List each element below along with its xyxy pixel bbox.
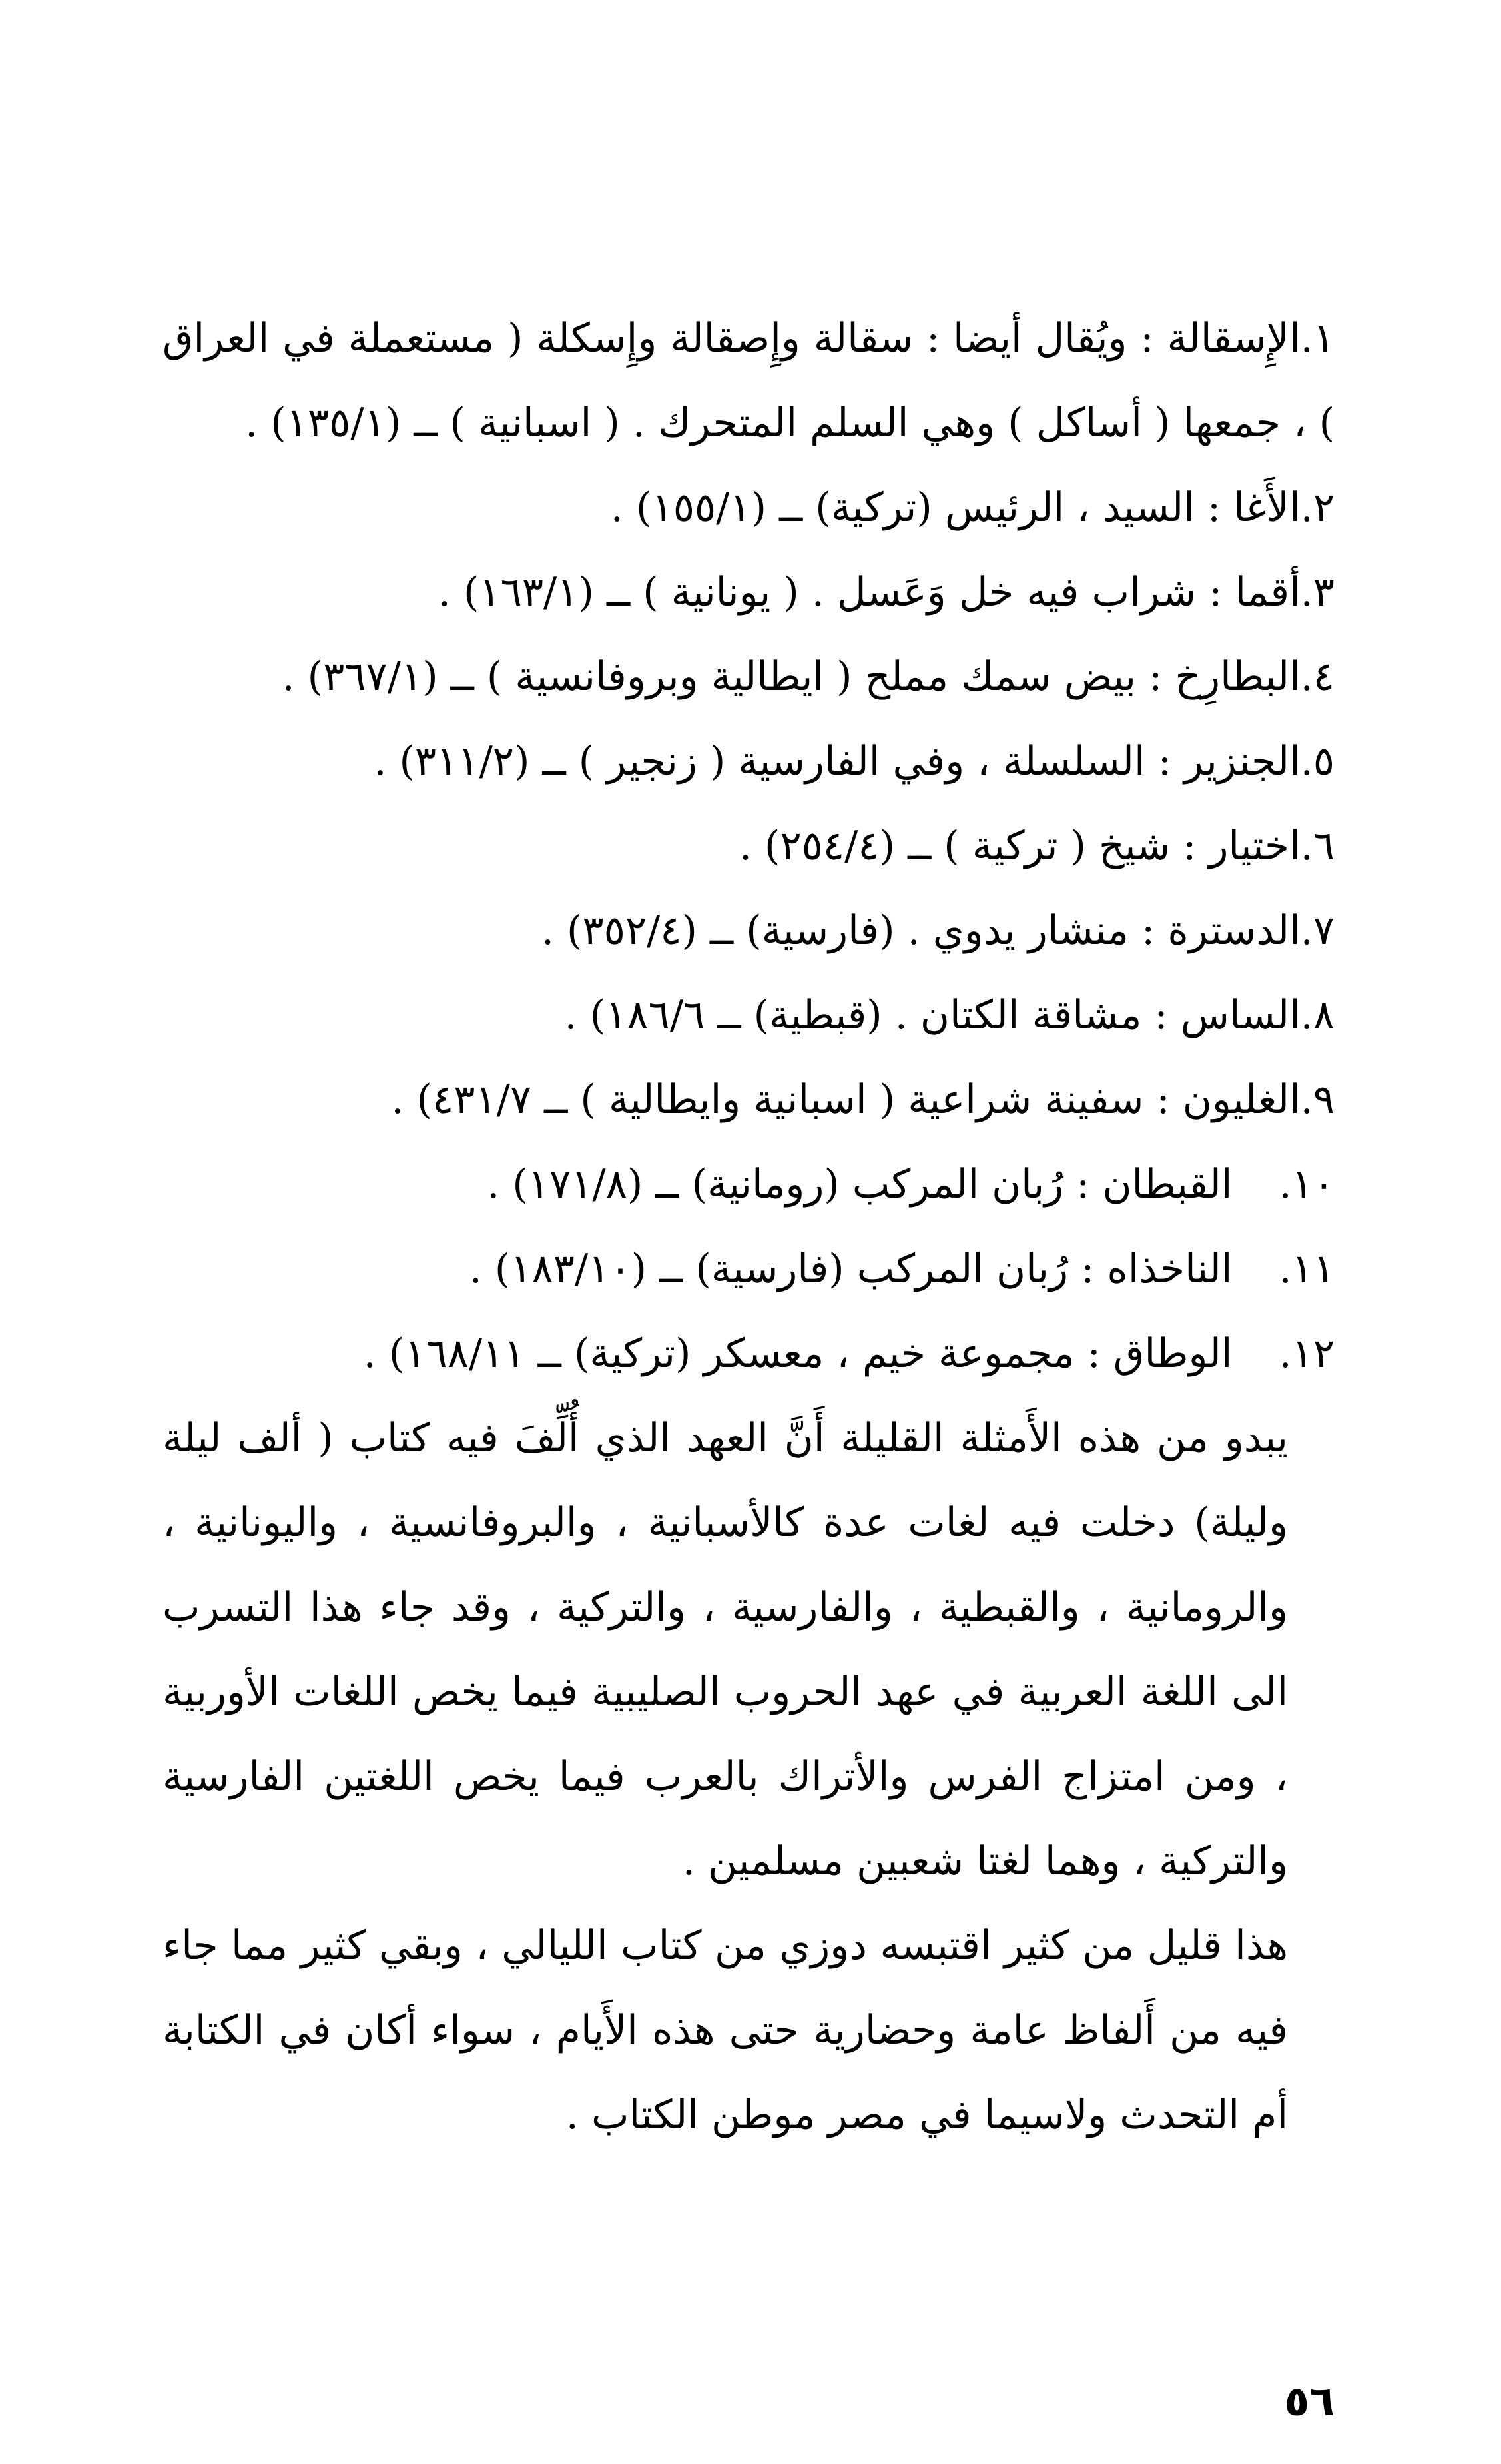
list-item-number: ٣.	[1300, 569, 1335, 616]
list-item-text: الناخذاه : رُبان المركب (فارسية) ــ (١٨٣/١٠) .	[469, 1246, 1233, 1292]
list-item-number: ٦.	[1300, 823, 1335, 869]
list-item-number: ١٠.	[1279, 1161, 1335, 1208]
list-item-text: القبطان : رُبان المركب (رومانية) ــ (١٧١/٨) .	[487, 1161, 1233, 1208]
list-item-number: ١.	[1300, 315, 1335, 362]
list-item	[162, 550, 1335, 635]
list-item-text: البطارِخ : بيض سمك مملح ( ايطالية وبروفانسية ) ــ (٣٦٧/١) .	[282, 653, 1301, 700]
list-item-text: الأَغا : السيد ، الرئيس (تركية) ــ (١٥٥/١) .	[610, 484, 1301, 531]
list-item-number: ٤.	[1300, 653, 1335, 700]
list-item	[162, 466, 1335, 550]
list-item-text: الوطاق : مجموعة خيم ، معسكر (تركية) ــ ١٦٨/١١) .	[363, 1330, 1233, 1377]
list-item	[162, 1227, 1335, 1312]
list-item-text: الجنزير : السلسلة ، وفي الفارسية ( زنجير ) ــ (٣١١/٢) .	[374, 738, 1301, 785]
list-item-text: الغليون : سفينة شراعية ( اسبانية وايطالية ) ــ ٤٣١/٧) .	[391, 1076, 1301, 1123]
body-paragraph: هذا قليل من كثير اقتبسه دوزي من كتاب الليالي ، وبقي كثير مما جاء فيه من أَلفاظ عامة وحضارية حتى هذه الأَيام ، سواء أكان في الكتابة أم التحدث ولاسيما في مصر موطن الكتاب .	[162, 1922, 1288, 2138]
list-item	[162, 635, 1335, 719]
text-block	[162, 296, 1335, 2158]
list-item	[162, 1142, 1335, 1227]
list-item-text: الساس : مشاقة الكتان . (قبطية) ــ ١٨٦/٦) .	[564, 992, 1301, 1038]
list-item-text: الدسترة : منشار يدوي . (فارسية) ــ (٣٥٢/٤) .	[541, 907, 1301, 954]
list-item-number: ١١.	[1279, 1246, 1335, 1292]
list-item-number: ٧.	[1300, 907, 1335, 954]
list-item	[162, 719, 1335, 804]
list-item-text: اختيار : شيخ ( تركية ) ــ (٢٥٤/٤) .	[739, 823, 1301, 869]
list-item-text: أقما : شراب فيه خل وَعَسل . ( يونانية ) ــ (١٦٣/١) .	[438, 569, 1301, 616]
list-item	[162, 804, 1335, 889]
list-item	[162, 973, 1335, 1058]
body-paragraph: يبدو من هذه الأَمثلة القليلة أَنَّ العهد الذي أُلِّفَ فيه كتاب ( ألف ليلة وليلة) دخلت فيه لغات عدة كالأسبانية ، والبروفانسية ، واليونانية ، والرومانية ، والقبطية ، والفارسية ، والتركية ، وقد جاء هذا التسرب الى اللغة العربية في عهد الحروب الصليبية فيما يخص اللغات الأوربية ، ومن امتزاج الفرس والأتراك بالعرب فيما يخص اللغتين الفارسية والتركية ، وهما لغتا شعبين مسلمين .	[162, 1415, 1288, 1884]
list-item-number: ٨.	[1300, 992, 1335, 1038]
list-item-number: ١٢.	[1279, 1330, 1335, 1377]
page-number: ٥٦	[1284, 2377, 1335, 2425]
list-item-number: ٢.	[1300, 484, 1335, 531]
list-item-number: ٩.	[1300, 1076, 1335, 1123]
list-item	[162, 889, 1335, 973]
list-item	[162, 296, 1335, 466]
list-item-text: الإِسقالة : ويُقال أيضا : سقالة وإِصقالة وإِسكلة ( مستعملة في العراق ) ، جمعها ( أساكل ) وهي السلم المتحرك . ( اسبانية ) ــ (١٣٥/١) .	[162, 315, 1335, 446]
list-item-number: ٥.	[1300, 738, 1335, 785]
list-item	[162, 1312, 1335, 1396]
list-item	[162, 1058, 1335, 1142]
